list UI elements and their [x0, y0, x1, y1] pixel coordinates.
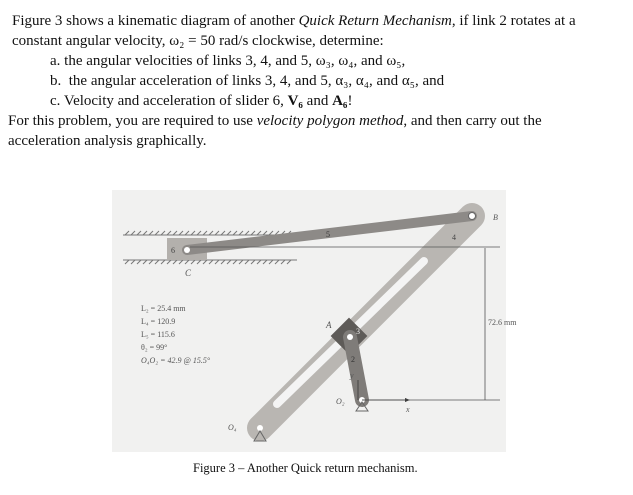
- label-c: C: [185, 268, 192, 278]
- label-y: y: [350, 371, 354, 380]
- text: , and then carry out the: [403, 113, 542, 129]
- a6: A₆: [332, 93, 348, 109]
- text: !: [347, 93, 353, 109]
- text: Figure 3 shows a kinematic diagram of another: [12, 13, 299, 29]
- pin-b: [469, 213, 476, 220]
- text: For this problem, you are required to use: [8, 113, 257, 129]
- item-marker: c.: [50, 93, 61, 109]
- text: , if link 2 rotates at a: [451, 13, 576, 29]
- pin-c: [184, 247, 190, 253]
- mechanism-name: Quick Return Mechanism: [298, 13, 452, 29]
- param-l5: L₅ = 115.6: [141, 330, 175, 339]
- label-link-3: 3: [356, 327, 360, 336]
- item-text: the angular velocities of links 3, 4, and 5, ω₃, ω₄, and ω₅,: [64, 53, 406, 69]
- param-o4o2: O₄O₂ = 42.9 @ 15.5°: [141, 356, 211, 365]
- text: and: [302, 93, 333, 109]
- label-link-2: 2: [351, 355, 355, 364]
- problem-line-2: constant angular velocity, ω₂ = 50 rad/s clockwise, determine:: [12, 33, 384, 49]
- item-text: Velocity and acceleration of slider 6,: [63, 93, 288, 109]
- item-marker: a.: [50, 53, 61, 69]
- label-b: B: [493, 213, 498, 222]
- label-link-6: 6: [171, 246, 175, 255]
- label-link-5: 5: [326, 230, 330, 239]
- label-o4: O₄: [228, 423, 237, 432]
- param-theta2: θ₂ = 99°: [141, 343, 168, 352]
- label-link-4: 4: [452, 233, 456, 242]
- method-name: velocity polygon method: [256, 113, 404, 129]
- param-l2: L₂ = 25.4 mm: [141, 304, 186, 313]
- figure-caption: Figure 3 – Another Quick return mechanism.: [193, 461, 418, 475]
- label-a: A: [326, 320, 332, 330]
- label-x: x: [406, 405, 410, 414]
- label-o2: O₂: [336, 397, 345, 406]
- problem-line-7: acceleration analysis graphically.: [8, 133, 207, 149]
- dimension-label: 72.6 mm: [488, 318, 517, 327]
- item-marker: b.: [50, 73, 62, 89]
- item-text: the angular acceleration of links 3, 4, and 5, α₃, α₄, and α₅, and: [68, 73, 445, 89]
- pin-a: [347, 334, 353, 340]
- v6: V₆: [287, 93, 303, 109]
- param-l4: L₄ = 120.9: [141, 317, 176, 326]
